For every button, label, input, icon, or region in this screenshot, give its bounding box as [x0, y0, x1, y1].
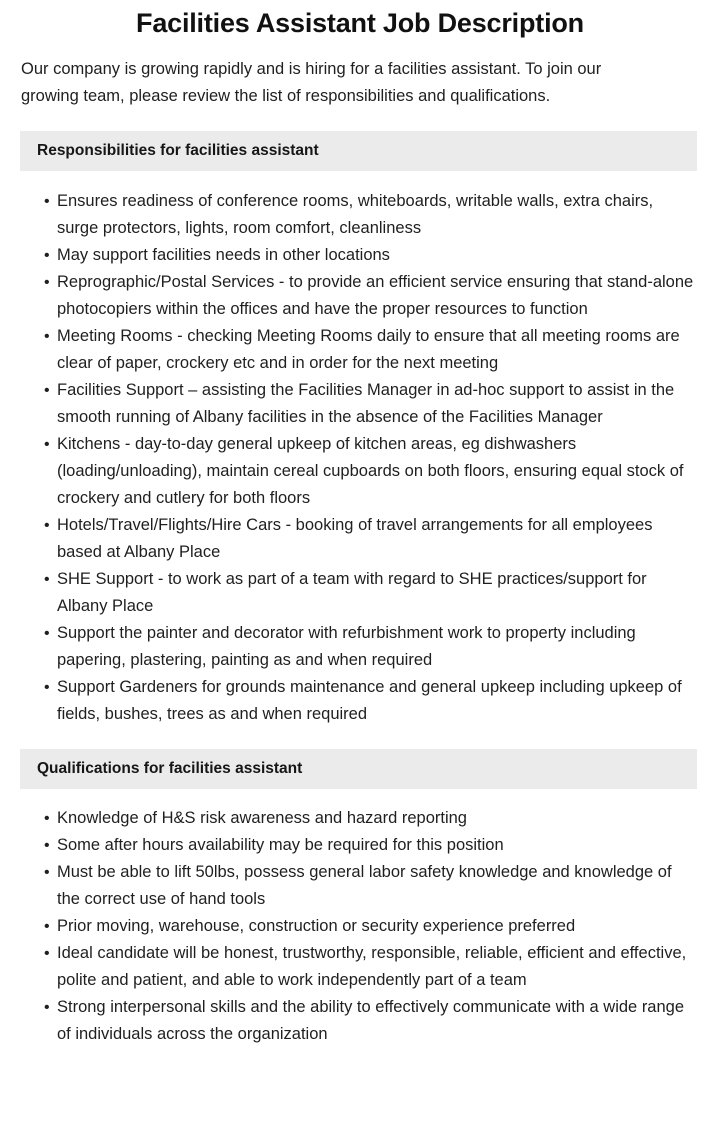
- list-item: • Support the painter and decorator with refurbishment work to property including papering, plastering, painting as and when required: [57, 620, 697, 674]
- responsibilities-list: [0, 171, 720, 728]
- list-item: • Strong interpersonal skills and the ability to effectively communicate with a wide range of individuals across the organization: [57, 994, 697, 1048]
- list-item: • Facilities Support – assisting the Facilities Manager in ad-hoc support to assist in the smooth running of Albany facilities in the absence of the Facilities Manager: [57, 377, 697, 431]
- list-item: • Some after hours availability may be required for this position: [57, 832, 697, 859]
- list-item: • Ensures readiness of conference rooms, whiteboards, writable walls, extra chairs, surge protectors, lights, room comfort, cleanliness: [57, 188, 697, 242]
- list-item: • Knowledge of H&S risk awareness and hazard reporting: [57, 805, 697, 832]
- list-item: • Ideal candidate will be honest, trustworthy, responsible, reliable, efficient and effective, polite and patient, and able to work independently part of a team: [57, 940, 697, 994]
- list-item: • Support Gardeners for grounds maintenance and general upkeep including upkeep of fields, bushes, trees as and when required: [57, 674, 697, 728]
- list-item: • Kitchens - day-to-day general upkeep of kitchen areas, eg dishwashers (loading/unloading), maintain cereal cupboards on both floors, ensuring equal stock of crockery and cutlery for both floors: [57, 431, 697, 512]
- list-item: • Meeting Rooms - checking Meeting Rooms daily to ensure that all meeting rooms are clear of paper, crockery etc and in order for the next meeting: [57, 323, 697, 377]
- list-item: • May support facilities needs in other locations: [57, 242, 697, 269]
- responsibilities-section-heading: Responsibilities for facilities assistant: [20, 131, 697, 171]
- qualifications-section: [0, 749, 720, 1048]
- list-item: • Must be able to lift 50lbs, possess general labor safety knowledge and knowledge of the correct use of hand tools: [57, 859, 697, 913]
- qualifications-list: [0, 789, 720, 1048]
- responsibilities-section: [0, 131, 720, 728]
- list-item: • Hotels/Travel/Flights/Hire Cars - booking of travel arrangements for all employees based at Albany Place: [57, 512, 697, 566]
- qualifications-section-heading: Qualifications for facilities assistant: [20, 749, 697, 789]
- list-item: • SHE Support - to work as part of a team with regard to SHE practices/support for Albany Place: [57, 566, 697, 620]
- intro-paragraph: Our company is growing rapidly and is hiring for a facilities assistant. To join our growing team, please review the list of responsibilities and qualifications.: [21, 60, 602, 105]
- page-title: Facilities Assistant Job Description: [136, 8, 584, 38]
- list-item: • Reprographic/Postal Services - to provide an efficient service ensuring that stand-alone photocopiers within the offices and have the proper resources to function: [57, 269, 697, 323]
- list-item: • Prior moving, warehouse, construction or security experience preferred: [57, 913, 697, 940]
